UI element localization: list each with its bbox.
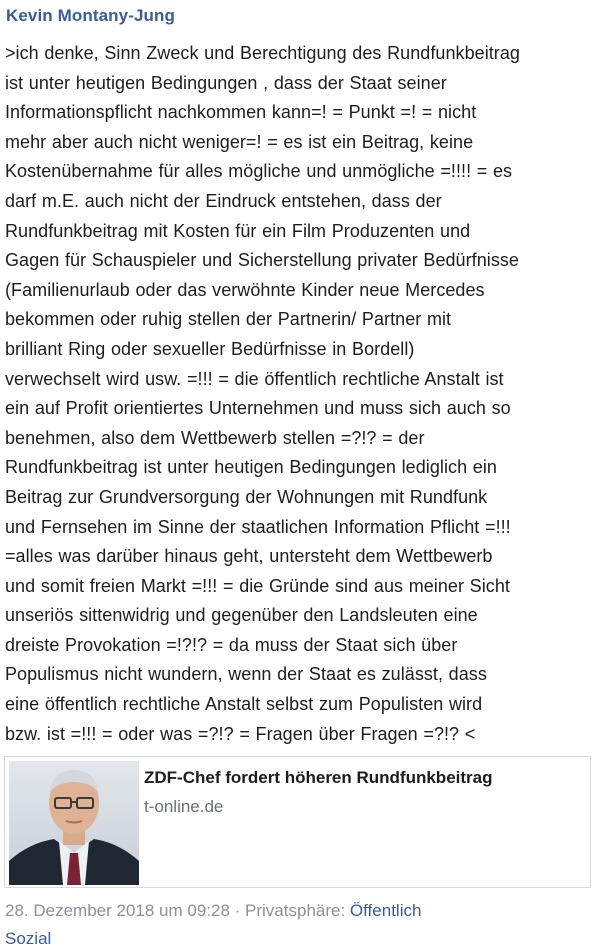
link-domain: t-online.de [144,797,224,816]
link-title[interactable]: ZDF-Chef fordert höheren Rundfunkbeitrag [144,768,493,787]
privacy-value-link[interactable]: Öffentlich [349,901,422,920]
post-text-line: unseriös sittenwidrig und gegenüber den Landsleuten eine [5,605,478,626]
privacy-label: Privatsphäre: [245,901,350,920]
post-text-line: Populismus nicht wundern, wenn der Staat es zulässt, dass [5,664,487,685]
post-meta [5,901,421,921]
person-photo-icon [9,761,139,885]
link-thumbnail[interactable] [9,761,139,885]
post-text-line: bzw. ist =!!! = oder was =?!? = Fragen über Fragen =?!? < [5,723,476,744]
post-text-line: bekommen oder ruhig stellen der Partnerin/ Partner mit [5,309,452,330]
post-text-line: Beitrag zur Grundversorgung der Wohnungen mit Rundfunk [5,486,488,507]
post-text-line: Rundfunkbeitrag ist unter heutigen Bedingungen lediglich ein [5,457,497,478]
meta-separator: · [229,901,246,920]
post-text-line: dreiste Provokation =!?!? = da muss der Staat sich über [5,634,458,655]
post-text-line: und somit freien Markt =!!! = die Gründe sind aus meiner Sicht [5,575,510,596]
post-author-name[interactable]: Kevin Montany-Jung [6,6,175,25]
post-text-line: =alles was darüber hinaus geht, untersteht dem Wettbewerb [5,546,493,567]
post-text-line: Gagen für Schauspieler und Sicherstellung privater Bedürfnisse [5,250,519,271]
post-text-line: ist unter heutigen Bedingungen , dass der Staat seiner [5,72,447,93]
post-text-line: ein auf Profit orientiertes Unternehmen und muss sich auch so [5,398,511,419]
post-text [5,39,587,749]
post-text-line: brilliant Ring oder sexueller Bedürfnisse in Bordell) [5,338,415,359]
post-text-line: Informationspflicht nachkommen kann=! = Punkt =! = nicht [5,102,477,123]
post-date[interactable]: 28. Dezember 2018 um 09:28 [5,901,230,920]
cutoff-next-line: Sozial [5,929,52,948]
post-text-line: und Fernsehen im Sinne der staatlichen Information Pflicht =!!! [5,516,511,537]
post-text-line: >ich denke, Sinn Zweck und Berechtigung des Rundfunkbeitrag [5,43,520,63]
post-text-line: Rundfunkbeitrag mit Kosten für ein Film Produzenten und [5,220,471,241]
link-preview-card[interactable] [4,756,591,888]
post-text-line: eine öffentlich rechtliche Anstalt selbst zum Populisten wird [5,694,483,715]
post-text-line: Kostenübernahme für alles mögliche und unmögliche =!!!! = es [5,161,513,182]
post-text-line: verwechselt wird usw. =!!! = die öffentlich rechtliche Anstalt ist [5,368,504,389]
post-text-line: mehr aber auch nicht weniger=! = es ist ein Beitrag, keine [5,131,474,152]
post-text-line: darf m.E. auch nicht der Eindruck entstehen, dass der [5,190,442,211]
post-text-line: (Familienurlaub oder das verwöhnte Kinder neue Mercedes [5,279,485,300]
post-text-line: benehmen, also dem Wettbewerb stellen =?!? = der [5,427,425,448]
